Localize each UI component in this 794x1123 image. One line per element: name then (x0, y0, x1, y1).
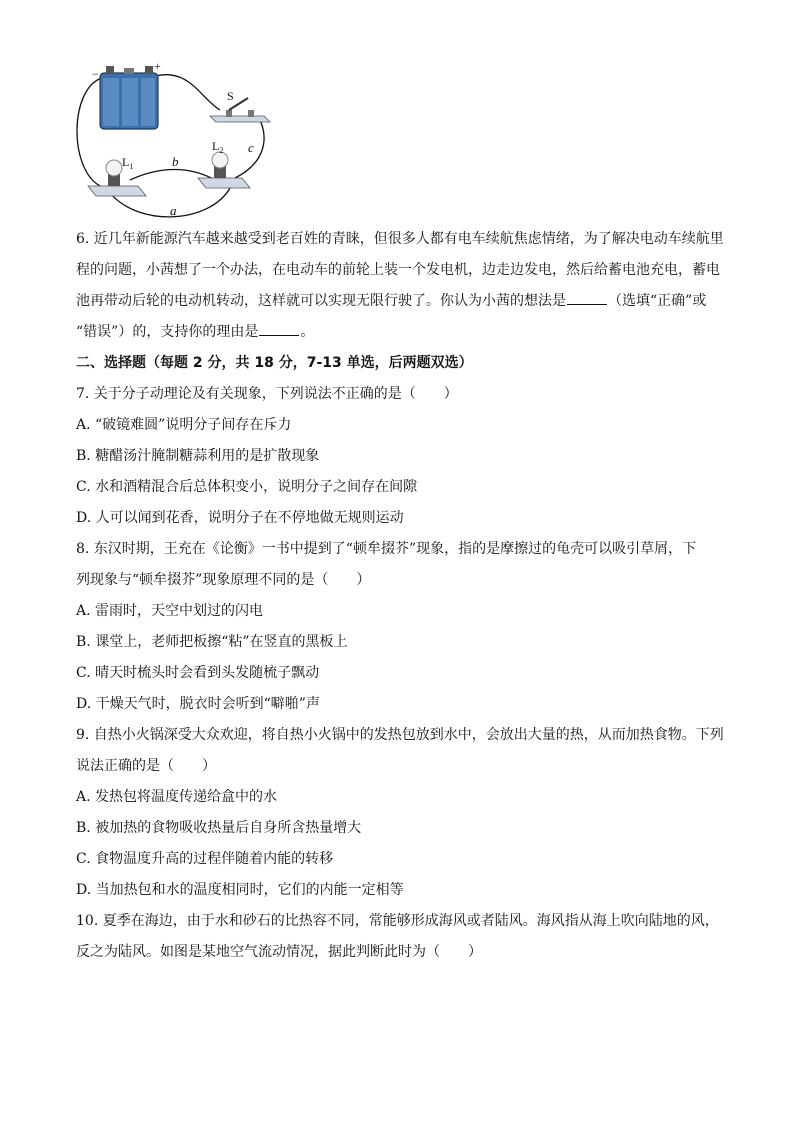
wire-b-label: b (172, 154, 179, 169)
q6-line-4 (76, 317, 726, 348)
q6-line-3 (76, 286, 726, 317)
bulb-l1 (88, 160, 146, 196)
q6-line-2: 程的问题，小茜想了一个办法，在电动车的前轮上装一个发电机，边走边发电，然后给蓄电池充电，蓄电 (76, 262, 720, 278)
q7-option-d[interactable]: D. 人可以闻到花香，说明分子在不停地做无规则运动 (76, 510, 404, 526)
q6-line-3-after: （选填“正确”或 (608, 293, 707, 309)
q8-option-b[interactable]: B. 课堂上，老师把板擦“粘”在竖直的黑板上 (76, 634, 348, 650)
q8-option-d[interactable]: D. 干燥天气时，脱衣时会听到“噼啪”声 (76, 696, 320, 712)
q10-stem-2: 反之为陆风。如图是某地空气流动情况，据此判断此时为（ ） (76, 944, 482, 960)
wire-c-label: c (248, 140, 254, 155)
q6-line-4-after: 。 (300, 324, 315, 340)
q7-option-b[interactable]: B. 糖醋汤汁腌制糖蒜利用的是扩散现象 (76, 448, 320, 464)
q9-stem-1: 9. 自热小火锅深受大众欢迎，将自热小火锅中的发热包放到水中，会放出大量的热，从而加热食物。下列 (76, 727, 724, 743)
bulb-l1-label: $L_1$ (122, 155, 134, 171)
q7-stem: 7. 关于分子动理论及有关现象，下列说法不正确的是（ ） (76, 386, 458, 402)
q7-option-a[interactable]: A. “破镜难圆”说明分子间存在斥力 (76, 417, 292, 433)
q8-stem-1: 8. 东汉时期，王充在《论衡》一书中提到了“顿牟掇芥”现象，指的是摩擦过的龟壳可以吸引草屑，下 (76, 541, 697, 557)
battery (100, 66, 158, 129)
q9-option-a[interactable]: A. 发热包将温度传递给盒中的水 (76, 789, 278, 805)
wire-battery-left (77, 78, 102, 186)
q6-answer-blank-2[interactable] (259, 320, 299, 336)
q9-stem-2: 说法正确的是（ ） (76, 758, 216, 774)
q6-line-3-text: 池再带动后轮的电动机转动，这样就可以实现无限行驶了。你认为小茜的想法是 (76, 293, 566, 309)
bulb-l2 (198, 152, 250, 188)
document-body (76, 224, 726, 968)
q9-option-b[interactable]: B. 被加热的食物吸收热量后自身所含热量增大 (76, 820, 362, 836)
q6-answer-blank-1[interactable] (567, 289, 607, 305)
wire-a-label: a (170, 203, 177, 218)
q8-stem-2: 列现象与“顿牟掇芥”现象原理不同的是（ ） (76, 572, 371, 588)
wire-battery-switch (155, 75, 220, 110)
circuit-diagram (70, 58, 280, 228)
q8-option-a[interactable]: A. 雷雨时，天空中划过的闪电 (76, 603, 264, 619)
q9-option-d[interactable]: D. 当加热包和水的温度相同时，它们的内能一定相等 (76, 882, 404, 898)
q6-line-1: 6. 近几年新能源汽车越来越受到老百姓的青睐，但很多人都有电车续航焦虑情绪，为了解决电动车续航里 (76, 231, 724, 247)
bulb-l2-label: $L_2$ (212, 139, 224, 155)
section-2-title: 二、选择题（每题 2 分，共 18 分，7-13 单选，后两题双选） (76, 355, 473, 371)
battery-plus-label: + (154, 59, 161, 73)
q8-option-c[interactable]: C. 晴天时梳头时会看到头发随梳子飘动 (76, 665, 320, 681)
q10-stem-1: 10. 夏季在海边，由于水和砂石的比热容不同，常能够形成海风或者陆风。海风指从海上吹向陆地的风， (76, 913, 719, 929)
q7-option-c[interactable]: C. 水和酒精混合后总体积变小，说明分子之间存在间隙 (76, 479, 418, 495)
q9-option-c[interactable]: C. 食物温度升高的过程伴随着内能的转移 (76, 851, 334, 867)
battery-minus-label: − (92, 67, 99, 81)
q6-line-4-text: “错误”）的，支持你的理由是 (76, 324, 259, 340)
switch-label: S (227, 89, 234, 103)
